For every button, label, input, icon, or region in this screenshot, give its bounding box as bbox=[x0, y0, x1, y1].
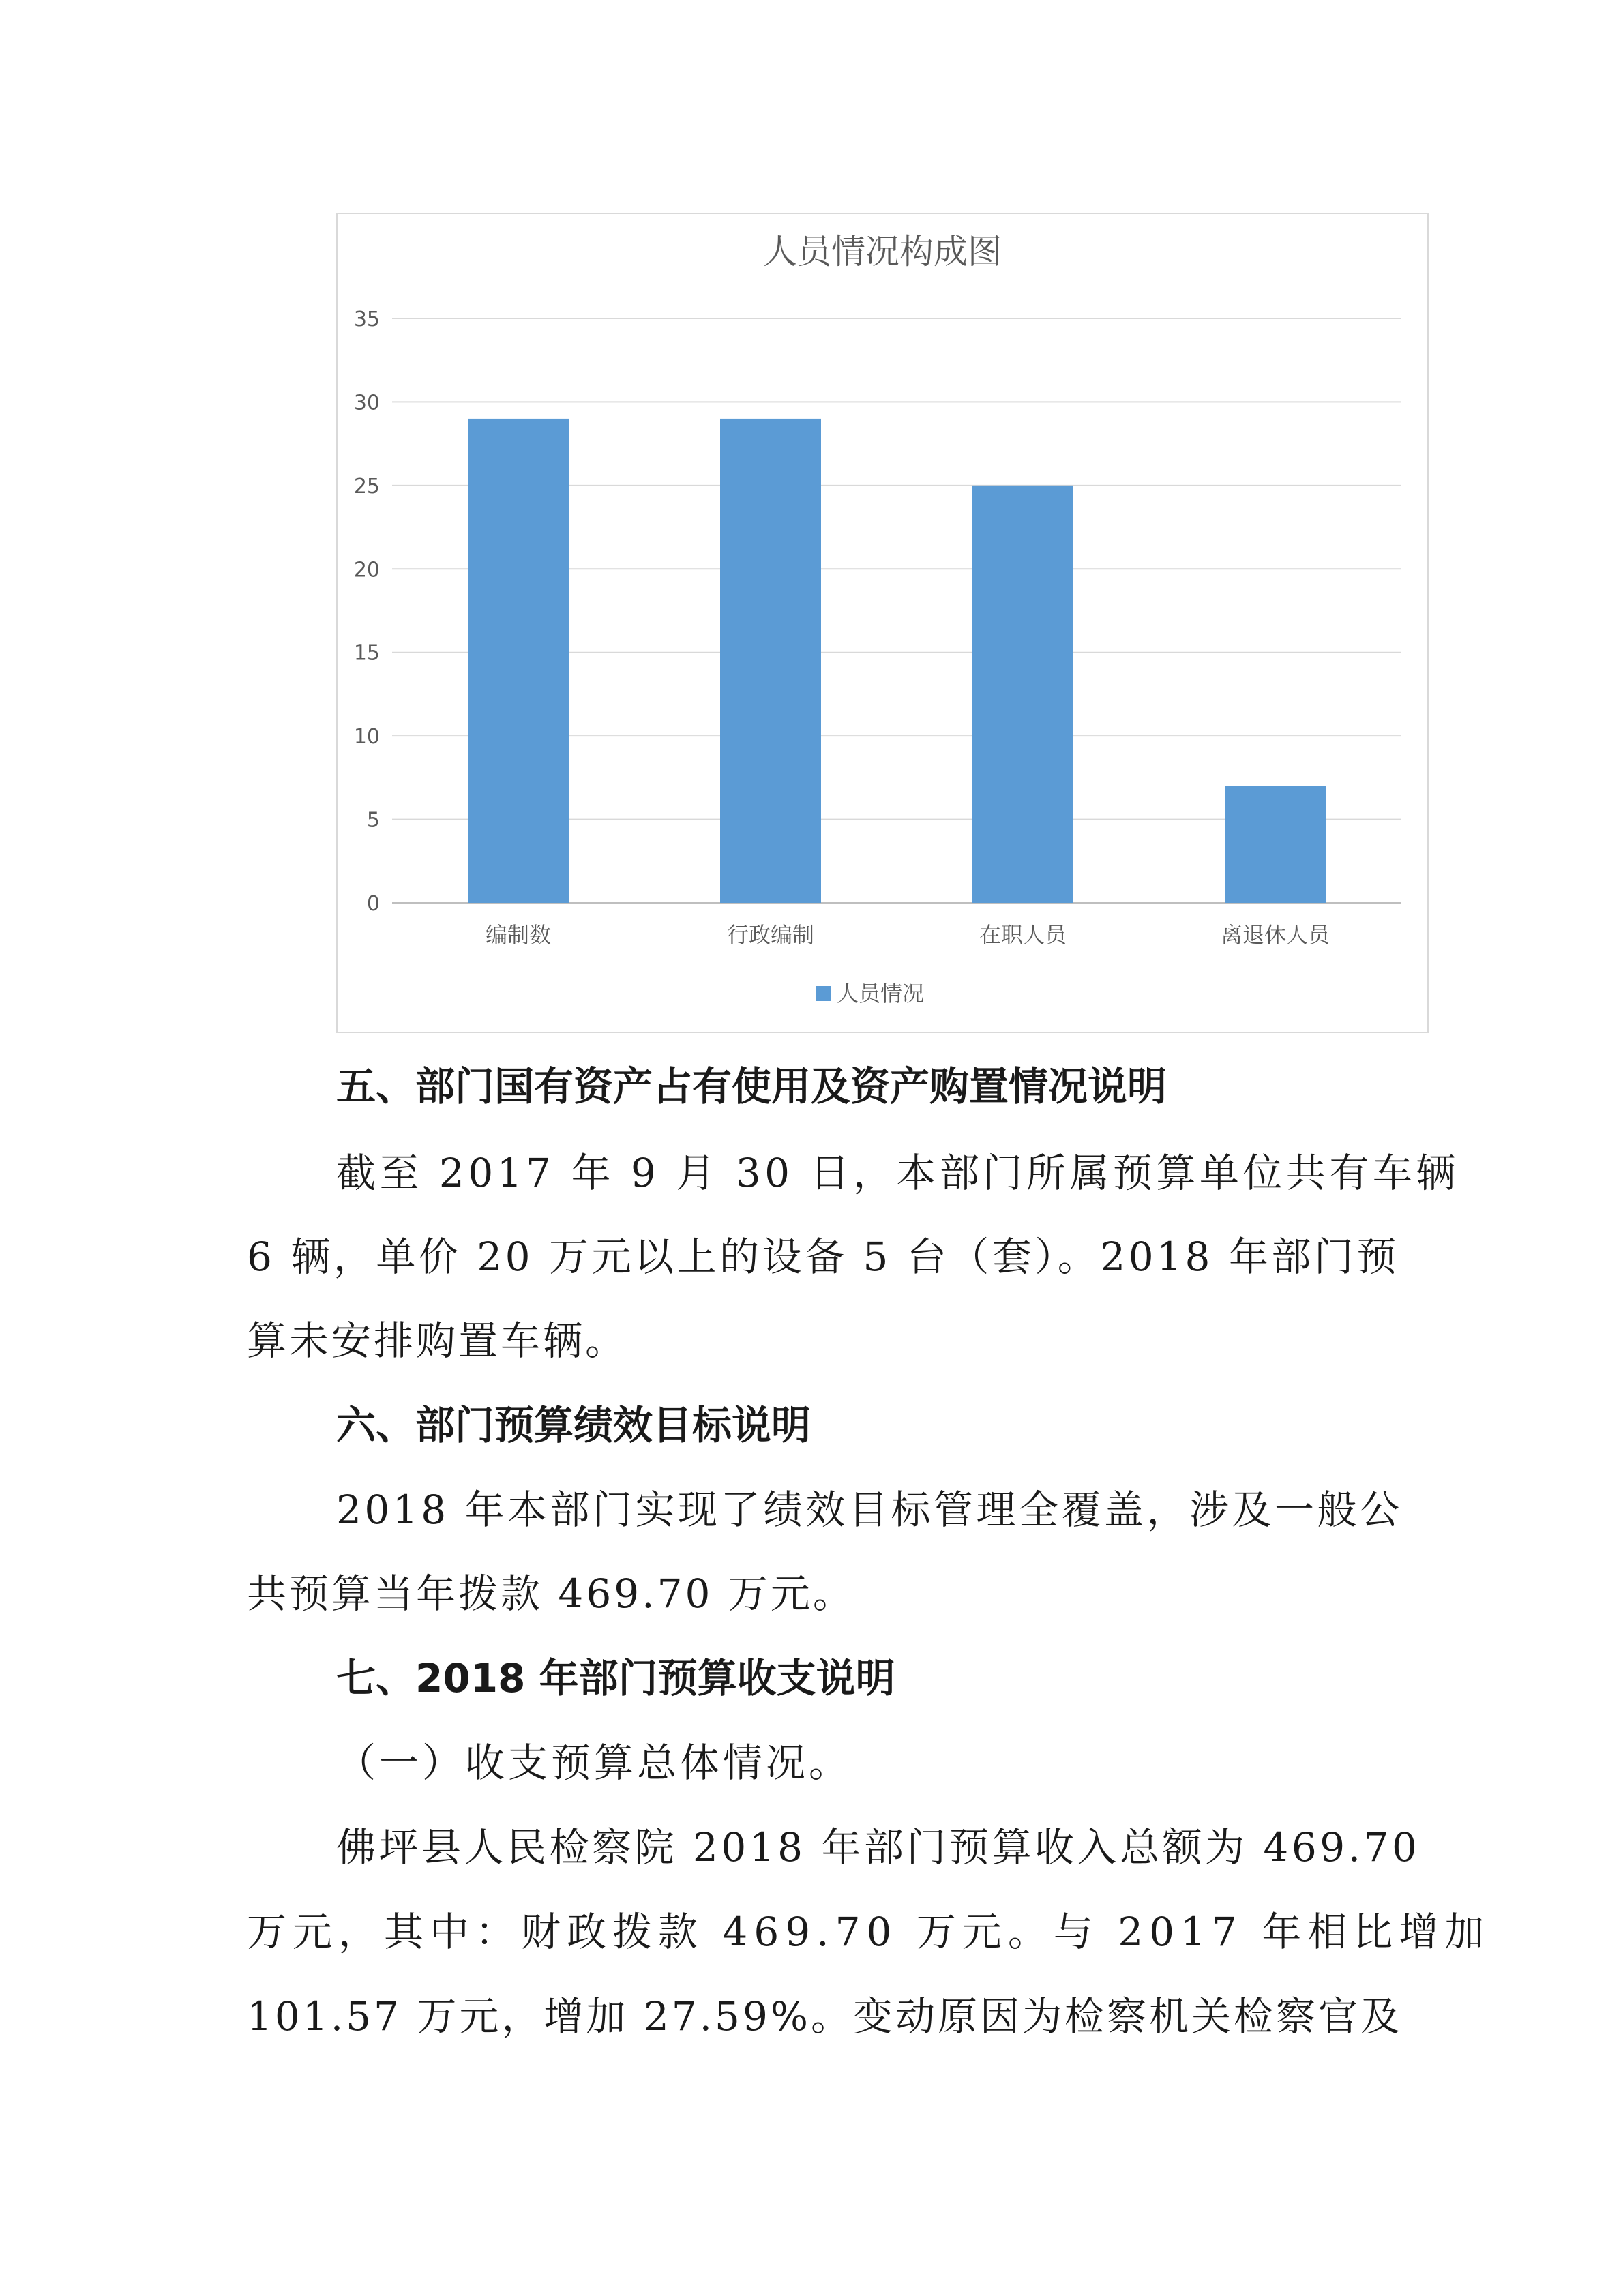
section5-line-2: 6 辆，单价 20 万元以上的设备 5 台（套）。2018 年部门预 bbox=[247, 1234, 1399, 1280]
y-tick-label: 15 bbox=[353, 641, 380, 666]
section7-line-1: 佛坪县人民检察院 2018 年部门预算收入总额为 469.70 bbox=[336, 1824, 1420, 1870]
y-tick-label: 10 bbox=[353, 725, 380, 749]
bar bbox=[468, 419, 569, 903]
y-tick-label: 20 bbox=[353, 558, 380, 582]
section5-line-1: 截至 2017 年 9 月 30 日，本部门所属预算单位共有车辆 bbox=[336, 1150, 1459, 1196]
y-tick-label: 30 bbox=[353, 391, 380, 415]
x-category-label: 离退休人员 bbox=[1220, 922, 1330, 948]
personnel-chart bbox=[336, 213, 1429, 1033]
legend-label: 人员情况 bbox=[837, 981, 925, 1007]
section5-line-3: 算未安排购置车辆。 bbox=[247, 1317, 628, 1364]
section7-heading: 七、2018 年部门预算收支说明 bbox=[336, 1655, 895, 1701]
section7-line-3: 101.57 万元，增加 27.59%。变动原因为检察机关检察官及 bbox=[247, 1993, 1403, 2040]
x-category-label: 行政编制 bbox=[726, 922, 815, 948]
section6-line-2: 共预算当年拨款 469.70 万元。 bbox=[247, 1570, 855, 1617]
bar bbox=[1225, 786, 1326, 903]
personnel-bar-chart bbox=[338, 214, 1427, 1032]
section7-line-2: 万元，其中：财政拨款 469.70 万元。与 2017 年相比增加 bbox=[247, 1909, 1491, 1955]
section7-subheading: （一）收支预算总体情况。 bbox=[336, 1740, 852, 1786]
bar bbox=[972, 486, 1073, 903]
section5-heading: 五、部门国有资产占有使用及资产购置情况说明 bbox=[336, 1063, 1167, 1109]
y-tick-label: 5 bbox=[366, 808, 380, 833]
bar bbox=[720, 419, 821, 903]
chart-title: 人员情况构成图 bbox=[763, 232, 1002, 271]
y-tick-label: 35 bbox=[353, 308, 380, 331]
y-tick-label: 25 bbox=[353, 474, 380, 498]
x-category-label: 编制数 bbox=[485, 922, 552, 948]
section6-heading: 六、部门预算绩效目标说明 bbox=[336, 1402, 812, 1448]
y-tick-label: 0 bbox=[366, 892, 380, 916]
section6-line-1: 2018 年本部门实现了绩效目标管理全覆盖，涉及一般公 bbox=[336, 1487, 1403, 1533]
legend-swatch bbox=[816, 986, 831, 1001]
x-category-label: 在职人员 bbox=[979, 922, 1067, 948]
